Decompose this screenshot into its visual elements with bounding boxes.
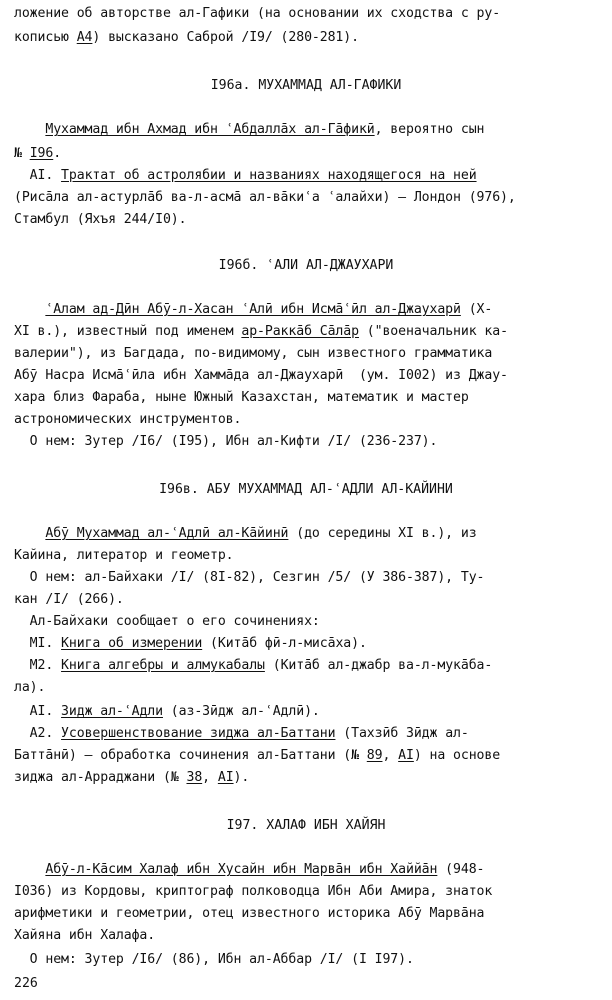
work-a2-line3: зиджа ал-Арраджани (№ 38, AI).	[14, 770, 250, 785]
section-heading-197: I97. ХАЛАФ ИБН ХАЙЯН	[226, 818, 386, 833]
entry-196b-line5: хара близ Фараба, ныне Южный Казахстан, математик и мастер	[14, 390, 469, 405]
work-a1-line3: Стамбул (Яхъя 244/I0).	[14, 212, 187, 227]
entry-196v-about1: О нем: ал-Байхаки /I/ (8I-82), Сезгин /5/ (У 386-387), Ту-	[14, 570, 485, 585]
entry-197-line4: Хайяна ибн Халафа.	[14, 928, 156, 943]
work-a1-line2: (Рисāла ал-астурлāб ва-л-асмā ал-вāкиʿа ʿалайхи) – Лондон (976),	[14, 190, 516, 205]
author-alias: ар-Раккāб Сāлāр	[241, 324, 359, 339]
author-name: ʿАлам ад-Дӣн Абӯ-л-Хасан ʿАлӣ ибн Исмāʿӣл ал-Джаухарӣ	[45, 302, 461, 317]
ref-a1: AI	[398, 748, 414, 763]
author-name: Абӯ Мухаммад ал-ʿАдлӣ ал-Кāйинӣ	[45, 526, 289, 541]
entry-196v-line2: Кайина, литератор и геометр.	[14, 548, 234, 563]
page-number: 226	[14, 976, 38, 991]
ref-89: 89	[366, 748, 383, 763]
work-title: Усовершенствование зиджа ал-Баттани	[61, 726, 336, 741]
section-heading-196a: I96а. МУХАММАД АЛ-ГАФИКИ	[210, 78, 402, 93]
work-a1: AI. Зидж ал-ʿАдли (аз-Зӣдж ал-ʿАдлӣ).	[14, 704, 320, 719]
entry-196b-line6: астрономических инструментов.	[14, 412, 242, 427]
section-heading-196b: I96б. ʿАЛИ АЛ-ДЖАУХАРИ	[218, 258, 394, 273]
entry-196b-line4: Абӯ Насра Исмāʿӣла ибн Хаммāда ал-Джаухарӣ (ум. I002) из Джау-	[14, 368, 508, 383]
work-m2-line2: ла).	[14, 680, 46, 695]
ref-a4: А4	[76, 30, 93, 45]
entry-197-line3: арифметики и геометрии, отец известного историка Абӯ Марвāна	[14, 906, 485, 921]
work-title: Книга об измерении	[61, 636, 203, 651]
work-m1: MI. Книга об измерении (Китāб фӣ-л-мисāха).	[14, 636, 367, 651]
entry-197-line2: I036) из Кордовы, криптограф полководца Ибн Аби Амира, знаток	[14, 884, 493, 899]
entry-197-about: О нем: Зутер /I6/ (86), Ибн ал-Аббар /I/ (I I97).	[14, 952, 414, 967]
work-a1-line1: AI. Трактат об астролябии и названиях находящегося на ней	[14, 168, 477, 183]
work-a2-line2: Баттāнӣ) – обработка сочинения ал-Баттани (№ 89, AI) на основе	[14, 748, 501, 763]
entry-196v-about2: кан /I/ (266).	[14, 592, 124, 607]
work-a2-line1: A2. Усовершенствование зиджа ал-Баттани (Тахзӣб Зӣдж ал-	[14, 726, 469, 741]
entry-196b-about: О нем: Зутер /I6/ (I95), Ибн ал-Кифти /I/ (236-237).	[14, 434, 438, 449]
work-title: Книга алгебры и алмукабалы	[61, 658, 265, 673]
work-title: Зидж ал-ʿАдли	[61, 704, 163, 719]
ref-38: 38	[186, 770, 203, 785]
entry-196b-line1: ʿАлам ад-Дӣн Абӯ-л-Хасан ʿАлӣ ибн Исмāʿӣл ал-Джаухарӣ (X-	[45, 302, 493, 317]
entry-197-line1: Абӯ-л-Кāсим Халаф ибн Хусайн ибн Марвāн ибн Хаййāн (948-	[45, 862, 485, 877]
ref-a1: AI	[217, 770, 234, 785]
paragraph-continuation: ложение об авторстве ал-Гафики (на основании их сходства с ру-	[14, 6, 501, 21]
ref-196: I96	[29, 146, 54, 161]
entry-196a-line2: № I96.	[14, 146, 62, 161]
entry-196a-line1: Мухаммад ибн Ахмад ибн ʿАбдаллāх ал-Гāфикӣ, вероятно сын	[45, 122, 485, 137]
entry-196b-line3: валерии"), из Багдада, по-видимому, сын известного грамматика	[14, 346, 493, 361]
entry-196v-intro: Ал-Байхаки сообщает о его сочинениях:	[14, 614, 320, 629]
section-heading-196v: I96в. АБУ МУХАММАД АЛ-ʿАДЛИ АЛ-КАЙИНИ	[159, 482, 453, 497]
author-name: Абӯ-л-Кāсим Халаф ибн Хусайн ибн Марвāн ибн Хаййāн	[45, 862, 438, 877]
entry-196v-line1: Абӯ Мухаммад ал-ʿАдлӣ ал-Кāйинӣ (до середины XI в.), из	[45, 526, 477, 541]
paragraph-continuation-line2: кописью А4) высказано Саброй /I9/ (280-281).	[14, 30, 359, 45]
work-m2-line1: M2. Книга алгебры и алмукабалы (Китāб ал-джабр ва-л-мукāба-	[14, 658, 493, 673]
entry-196b-line2: XI в.), известный под именем ар-Раккāб Сāлāр ("военачальник ка-	[14, 324, 508, 339]
work-title: Трактат об астролябии и названиях находящегося на ней	[61, 168, 477, 183]
author-name: Мухаммад ибн Ахмад ибн ʿАбдаллāх ал-Гāфикӣ	[45, 122, 375, 137]
